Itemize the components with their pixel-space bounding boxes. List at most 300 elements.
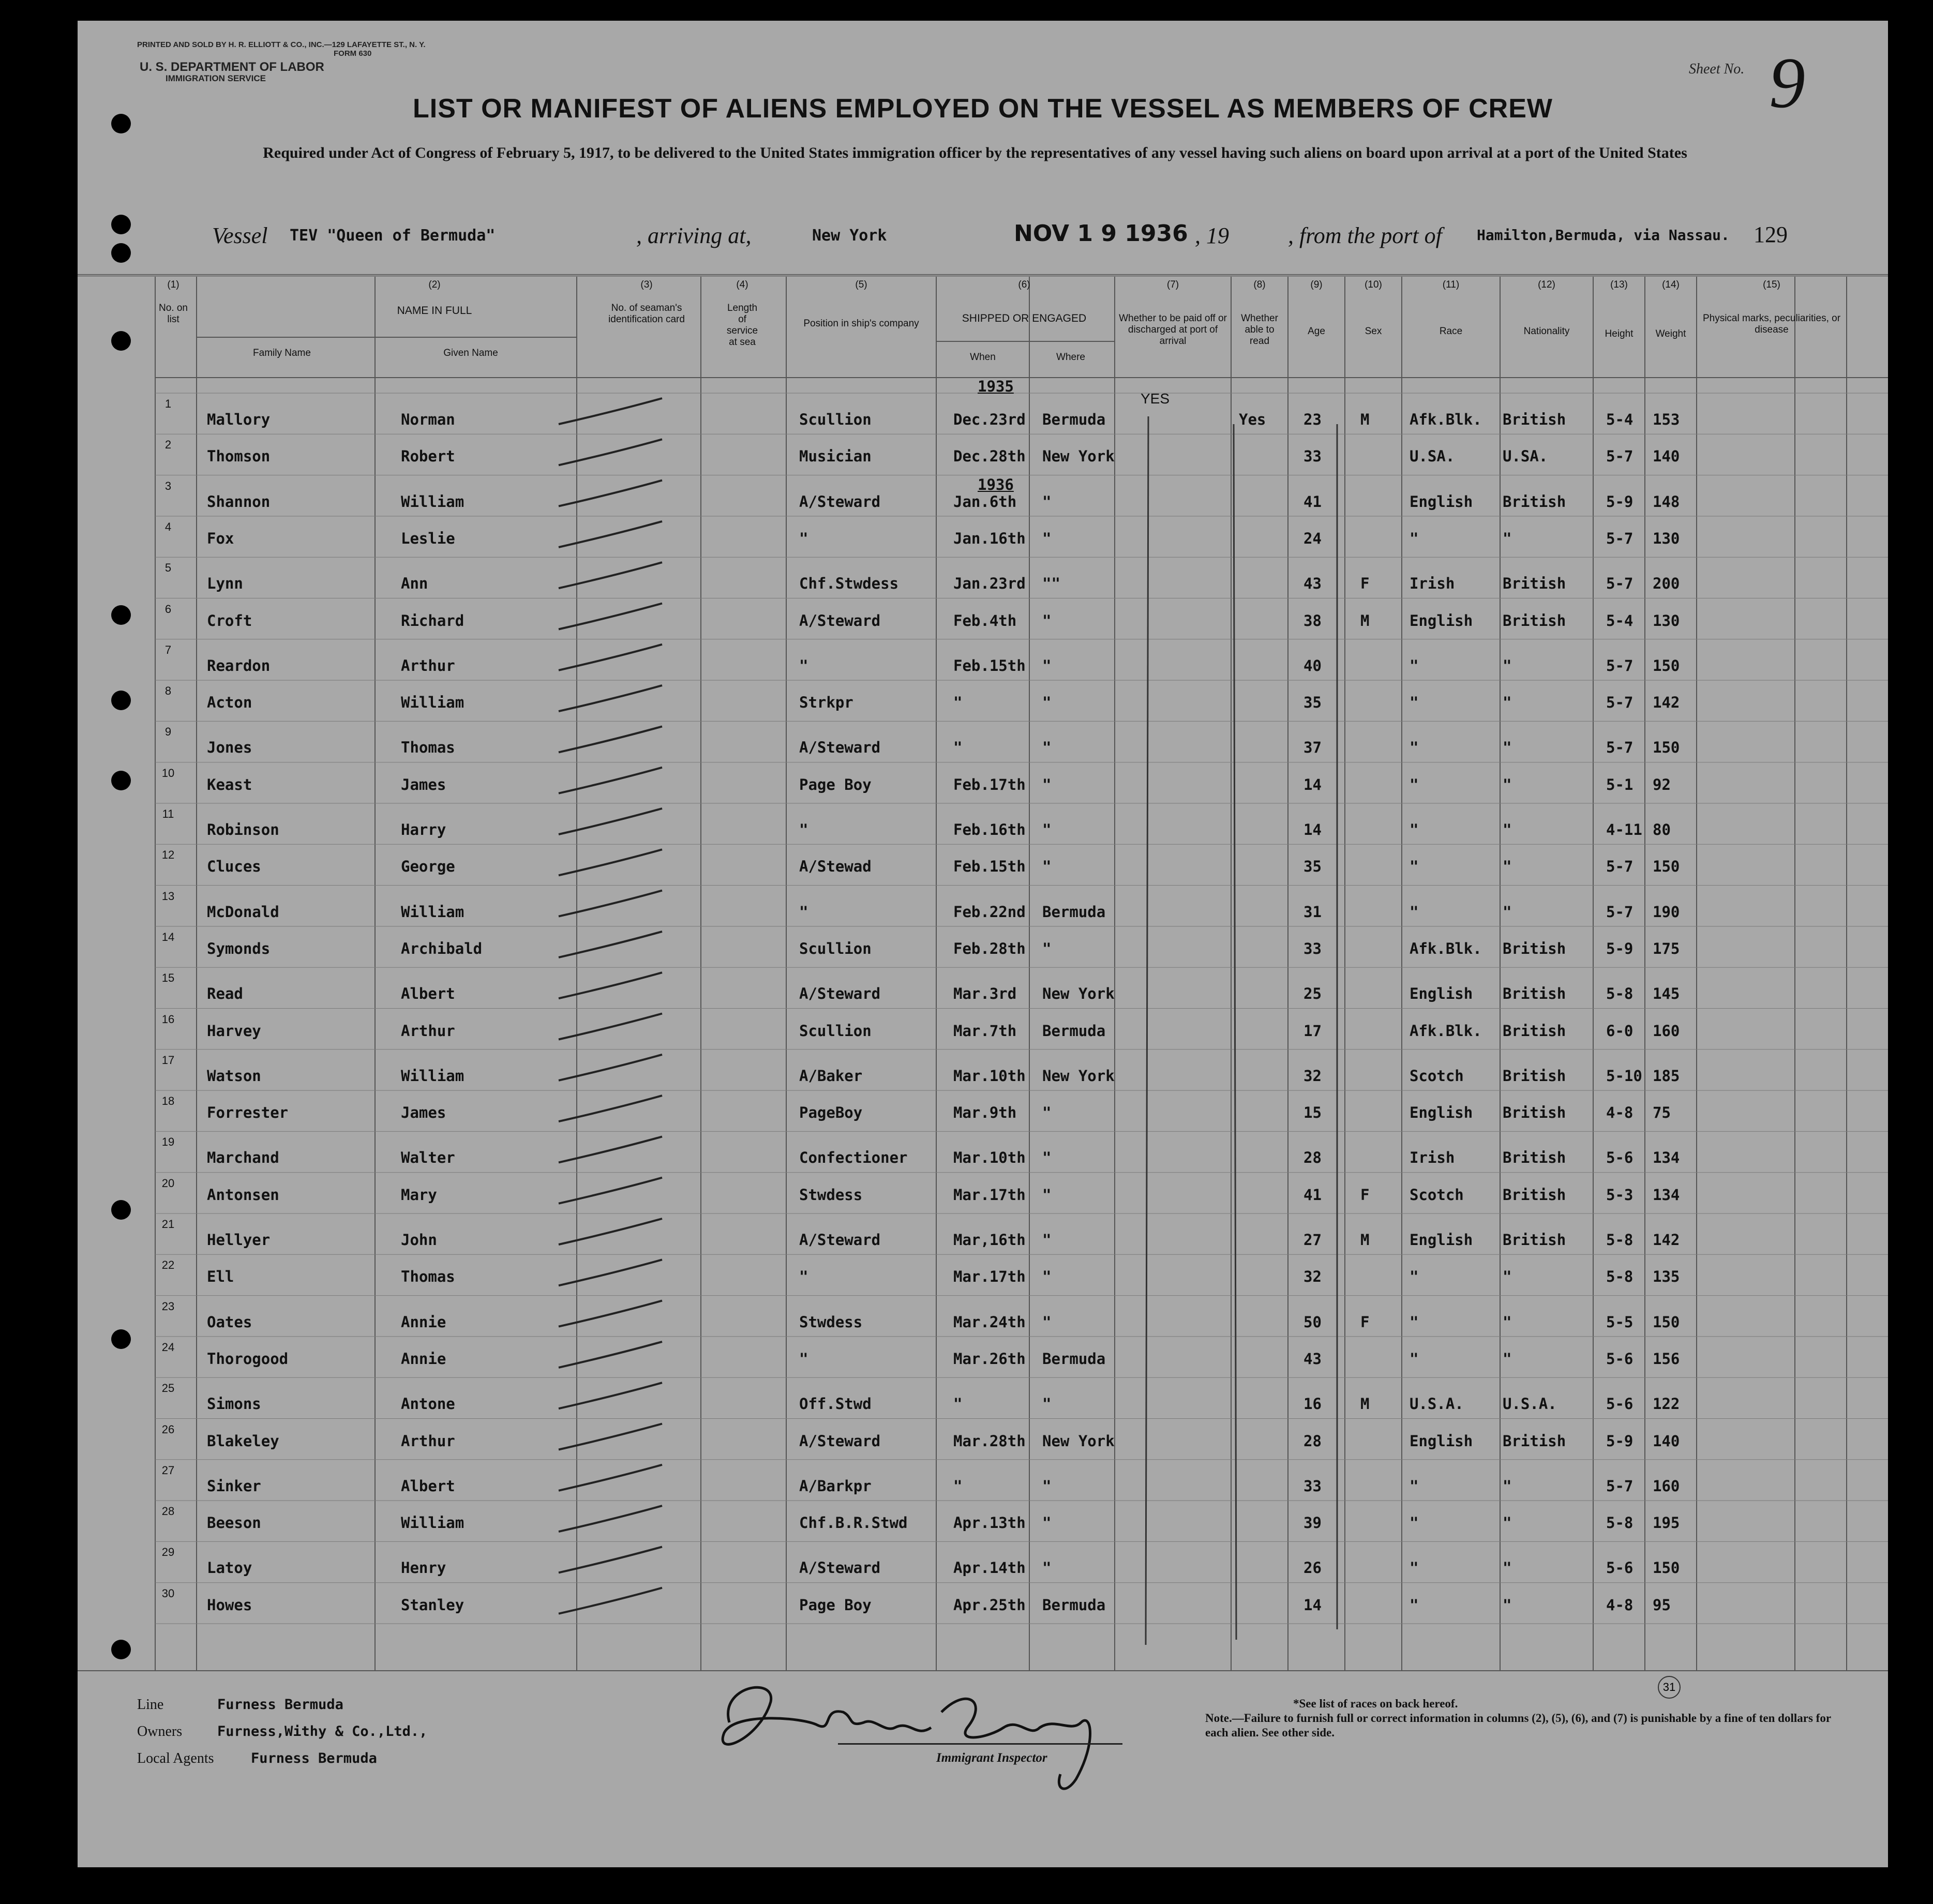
sheet-number: 9 — [1769, 43, 1805, 123]
cell-weight: 122 — [1653, 1395, 1680, 1413]
cell-height: 5-9 — [1606, 492, 1634, 511]
cell-height: 5-4 — [1606, 611, 1634, 629]
cell-height: 5-6 — [1606, 1395, 1634, 1413]
col-2-header: NAME IN FULL — [397, 305, 472, 317]
cell-where: " — [1042, 939, 1052, 957]
cell-family: Keast — [207, 775, 252, 793]
signature-line — [838, 1743, 1122, 1745]
cell-when: Mar.3rd — [953, 985, 1017, 1003]
cell-sex: F — [1360, 1313, 1370, 1331]
cell-where: " — [1042, 1559, 1052, 1577]
cell-race: " — [1410, 1559, 1419, 1577]
cell-weight: 150 — [1653, 739, 1680, 757]
cell-race: " — [1410, 821, 1419, 838]
col-12-header: Nationality — [1523, 326, 1570, 337]
cell-position: Musician — [799, 447, 872, 466]
cell-height: 5-7 — [1606, 575, 1634, 593]
cell-sex: F — [1360, 1186, 1370, 1204]
cell-given: William — [401, 492, 464, 511]
cell-weight: 156 — [1653, 1350, 1680, 1368]
row-number: 22 — [161, 1258, 175, 1272]
cell-family: Robinson — [207, 821, 279, 838]
cell-given: George — [401, 858, 455, 876]
cell-where: New York — [1042, 985, 1115, 1003]
col-2-number: (2) — [428, 279, 441, 290]
cell-age: 16 — [1303, 1395, 1322, 1413]
col-15-header: Physical marks, peculiarities, or disease — [1702, 313, 1841, 335]
cell-nationality: " — [1503, 903, 1512, 921]
cell-age: 40 — [1303, 656, 1322, 674]
cell-weight: 140 — [1653, 447, 1680, 466]
cell-position: A/Stewad — [799, 858, 872, 876]
arrival-date: NOV 1 9 1936 — [1014, 220, 1188, 247]
cell-where: "" — [1042, 575, 1060, 593]
cell-where: " — [1042, 1268, 1052, 1286]
cell-age: 25 — [1303, 985, 1322, 1003]
cell-nationality: " — [1503, 739, 1512, 757]
cell-family: Croft — [207, 611, 252, 629]
cell-age: 37 — [1303, 739, 1322, 757]
cell-height: 5-7 — [1606, 1477, 1634, 1495]
row-number: 14 — [161, 930, 175, 943]
cell-when: Feb.15th — [953, 656, 1026, 674]
cell-when: Feb.22nd — [953, 903, 1026, 921]
cell-given: Norman — [401, 411, 455, 428]
card-slash-mark — [559, 1136, 662, 1162]
cell-given: Henry — [401, 1559, 446, 1577]
col-4-number: (4) — [736, 279, 748, 290]
card-slash-mark — [559, 644, 662, 670]
cell-where: " — [1042, 694, 1052, 712]
col-10-header: Sex — [1365, 326, 1382, 337]
row-number: 29 — [161, 1546, 175, 1559]
cell-family: McDonald — [207, 903, 279, 921]
cell-given: Ann — [401, 575, 428, 593]
cell-given: William — [401, 1067, 464, 1085]
cell-where: Bermuda — [1042, 1596, 1106, 1614]
cell-where: " — [1042, 1149, 1052, 1167]
cell-given: Robert — [401, 447, 455, 466]
cell-where: " — [1042, 739, 1052, 757]
col-1-header: No. on list — [159, 303, 188, 325]
row-number: 6 — [164, 602, 172, 616]
cell-nationality: U.S.A. — [1503, 1395, 1557, 1413]
cell-given: Walter — [401, 1149, 455, 1167]
col-when-header: When — [970, 352, 996, 363]
cell-race: Scotch — [1410, 1186, 1464, 1204]
cell-position: A/Steward — [799, 1559, 881, 1577]
col-5-number: (5) — [855, 279, 867, 290]
col-3-header: No. of seaman's identification card — [608, 303, 685, 325]
cell-height: 5-4 — [1606, 411, 1634, 428]
cell-position: A/Steward — [799, 985, 881, 1003]
cell-nationality: British — [1503, 1067, 1566, 1085]
cell-where: Bermuda — [1042, 1350, 1106, 1368]
cell-family: Marchand — [207, 1149, 279, 1167]
printer-imprint: PRINTED AND SOLD BY H. R. ELLIOTT & CO., INC.—129 LAFAYETTE ST., N. Y. FORM 630 — [137, 40, 426, 58]
col-4-header: Length of service at sea — [726, 303, 758, 348]
owners-value: Furness,Withy & Co.,Ltd., — [217, 1723, 428, 1740]
cell-height: 5-6 — [1606, 1350, 1634, 1368]
cell-given: Arthur — [401, 656, 455, 674]
cell-weight: 150 — [1653, 858, 1680, 876]
col-family-name-header: Family Name — [253, 348, 311, 358]
cell-given: William — [401, 694, 464, 712]
cell-age: 15 — [1303, 1104, 1322, 1122]
cell-race: Irish — [1410, 575, 1455, 593]
cell-race: Afk.Blk. — [1410, 411, 1482, 428]
cell-nationality: " — [1503, 858, 1512, 876]
cell-when: Feb.16th — [953, 821, 1026, 838]
row-number: 30 — [161, 1586, 175, 1600]
inspector-signature — [698, 1655, 1122, 1810]
cell-where: " — [1042, 1104, 1052, 1122]
col-6-header: SHIPPED OR ENGAGED — [962, 312, 1087, 324]
cell-position: A/Steward — [799, 492, 881, 511]
inspector-label: Immigrant Inspector — [936, 1751, 1047, 1765]
card-slash-mark — [559, 808, 662, 834]
cell-age: 14 — [1303, 775, 1322, 793]
cell-age: 35 — [1303, 858, 1322, 876]
manifest-sheet — [78, 21, 1888, 1867]
cell-height: 6-0 — [1606, 1022, 1634, 1040]
sheet-number-label: Sheet No. — [1689, 61, 1745, 77]
row-number: 8 — [164, 684, 172, 698]
page-subtitle: Required under Act of Congress of February 5, 1917, to be delivered to the United States immigration officer by the representatives of any vessel having such aliens on board upon arrival at a port of the United States — [263, 144, 1687, 161]
cell-where: " — [1042, 492, 1052, 511]
cell-family: Simons — [207, 1395, 261, 1413]
from-port: Hamilton,Bermuda, via Nassau. — [1477, 227, 1730, 244]
row-number: 19 — [161, 1135, 175, 1149]
cell-family: Watson — [207, 1067, 261, 1085]
cell-given: James — [401, 1104, 446, 1122]
cell-race: " — [1410, 858, 1419, 876]
cell-weight: 160 — [1653, 1477, 1680, 1495]
row-number: 21 — [161, 1218, 175, 1231]
card-slash-mark — [559, 1424, 662, 1450]
cell-age: 43 — [1303, 575, 1322, 593]
cell-when: Apr.14th — [953, 1559, 1026, 1577]
cell-where: Bermuda — [1042, 1022, 1106, 1040]
row-number: 3 — [164, 479, 172, 492]
cell-weight: 92 — [1653, 775, 1671, 793]
cell-position: " — [799, 903, 808, 921]
cell-when: Mar.17th — [953, 1268, 1026, 1286]
cell-race: Scotch — [1410, 1067, 1464, 1085]
cell-family: Cluces — [207, 858, 261, 876]
cell-position: A/Steward — [799, 1231, 881, 1249]
cell-age: 41 — [1303, 492, 1322, 511]
card-slash-mark — [559, 768, 662, 793]
cell-given: Archibald — [401, 939, 483, 957]
cell-family: Read — [207, 985, 243, 1003]
cell-height: 5-7 — [1606, 694, 1634, 712]
cell-height: 5-7 — [1606, 529, 1634, 547]
cell-race: English — [1410, 1104, 1473, 1122]
card-slash-mark — [559, 1219, 662, 1245]
ditto-stroke — [1146, 416, 1148, 1645]
cell-when: Dec.23rd — [953, 411, 1026, 428]
cell-height: 4-8 — [1606, 1596, 1634, 1614]
cell-family: Acton — [207, 694, 252, 712]
col-12-number: (12) — [1538, 279, 1555, 290]
cell-where: " — [1042, 1313, 1052, 1331]
cell-given: Richard — [401, 611, 464, 629]
year-label: , 19 — [1195, 223, 1229, 248]
cell-where: New York — [1042, 1432, 1115, 1450]
card-slash-mark — [559, 726, 662, 752]
cell-position: Page Boy — [799, 1596, 872, 1614]
cell-family: Sinker — [207, 1477, 261, 1495]
cell-height: 5-7 — [1606, 858, 1634, 876]
cell-nationality: " — [1503, 1350, 1512, 1368]
cell-nationality: " — [1503, 694, 1512, 712]
cell-position: A/Steward — [799, 611, 881, 629]
card-slash-mark — [559, 1014, 662, 1040]
cell-height: 5-8 — [1606, 1514, 1634, 1532]
cell-sex: M — [1360, 1395, 1370, 1413]
cell-nationality: British — [1503, 411, 1566, 428]
card-slash-mark — [559, 932, 662, 957]
cell-race: English — [1410, 1432, 1473, 1450]
cell-weight: 142 — [1653, 694, 1680, 712]
cell-given: Mary — [401, 1186, 437, 1204]
cell-weight: 190 — [1653, 903, 1680, 921]
cell-sex: M — [1360, 611, 1370, 629]
arriving-port: New York — [812, 227, 887, 245]
cell-given: Annie — [401, 1350, 446, 1368]
cell-age: 50 — [1303, 1313, 1322, 1331]
cell-when: Apr.25th — [953, 1596, 1026, 1614]
cell-position: Stwdess — [799, 1313, 863, 1331]
card-slash-mark — [559, 1465, 662, 1491]
cell-family: Hellyer — [207, 1231, 271, 1249]
cell-when: " — [953, 1395, 963, 1413]
cell-race: Irish — [1410, 1149, 1455, 1167]
card-slash-mark — [559, 481, 662, 506]
cell-where: " — [1042, 1395, 1052, 1413]
page-title: LIST OR MANIFEST OF ALIENS EMPLOYED ON THE VESSEL AS MEMBERS OF CREW — [413, 94, 1553, 124]
cell-race: " — [1410, 694, 1419, 712]
cell-position: A/Steward — [799, 1432, 881, 1450]
cell-race: U.SA. — [1410, 447, 1455, 466]
cell-nationality: British — [1503, 1432, 1566, 1450]
cell-position: " — [799, 1268, 808, 1286]
cell-position: " — [799, 656, 808, 674]
cell-given: Annie — [401, 1313, 446, 1331]
cell-when: " — [953, 694, 963, 712]
cell-given: Thomas — [401, 1268, 455, 1286]
col-14-number: (14) — [1662, 279, 1680, 290]
cell-age: 39 — [1303, 1514, 1322, 1532]
cell-weight: 142 — [1653, 1231, 1680, 1249]
cell-nationality: " — [1503, 656, 1512, 674]
cell-race: " — [1410, 1596, 1419, 1614]
cell-weight: 80 — [1653, 821, 1671, 838]
col-3-number: (3) — [640, 279, 653, 290]
cell-position: Chf.B.R.Stwd — [799, 1514, 908, 1532]
cell-weight: 140 — [1653, 1432, 1680, 1450]
cell-given: Antone — [401, 1395, 455, 1413]
col-6-number: (6) — [1018, 279, 1030, 290]
cell-weight: 185 — [1653, 1067, 1680, 1085]
cell-race: " — [1410, 903, 1419, 921]
cell-height: 5-7 — [1606, 447, 1634, 466]
cell-weight: 160 — [1653, 1022, 1680, 1040]
cell-race: " — [1410, 1268, 1419, 1286]
cell-height: 5-8 — [1606, 985, 1634, 1003]
cell-when: Feb.17th — [953, 775, 1026, 793]
cell-height: 5-8 — [1606, 1231, 1634, 1249]
cell-nationality: " — [1503, 1268, 1512, 1286]
card-slash-mark — [559, 604, 662, 629]
cell-when: Mar.10th — [953, 1067, 1026, 1085]
cell-weight: 145 — [1653, 985, 1680, 1003]
cell-race: " — [1410, 529, 1419, 547]
row-number: 1 — [164, 397, 172, 410]
cell-family: Shannon — [207, 492, 271, 511]
cell-family: Symonds — [207, 939, 271, 957]
cell-age: 14 — [1303, 1596, 1322, 1614]
card-slash-mark — [559, 1588, 662, 1614]
arriving-label: , arriving at, — [636, 223, 752, 248]
cell-position: Scullion — [799, 1022, 872, 1040]
cell-where: " — [1042, 1186, 1052, 1204]
col-9-header: Age — [1308, 326, 1325, 337]
cell-position: Stwdess — [799, 1186, 863, 1204]
agents-label: Local Agents — [137, 1750, 214, 1766]
col-11-header: Race — [1439, 326, 1463, 337]
cell-weight: 95 — [1653, 1596, 1671, 1614]
card-slash-mark — [559, 685, 662, 711]
cell-weight: 134 — [1653, 1149, 1680, 1167]
cell-position: Scullion — [799, 939, 872, 957]
col-13-number: (13) — [1610, 279, 1628, 290]
cell-when: Apr.13th — [953, 1514, 1026, 1532]
circled-count: 31 — [1658, 1676, 1681, 1699]
cell-nationality: British — [1503, 1186, 1566, 1204]
cell-race: " — [1410, 775, 1419, 793]
col-13-header: Height — [1605, 328, 1634, 339]
cell-age: 17 — [1303, 1022, 1322, 1040]
service-name: IMMIGRATION SERVICE — [166, 73, 266, 83]
cell-family: Thorogood — [207, 1350, 289, 1368]
cell-when: " — [953, 739, 963, 757]
card-slash-mark — [559, 439, 662, 465]
cell-where: Bermuda — [1042, 411, 1106, 428]
cell-when: Jan.16th — [953, 529, 1026, 547]
card-slash-mark — [559, 1055, 662, 1081]
cell-race: " — [1410, 1477, 1419, 1495]
cell-age: 35 — [1303, 694, 1322, 712]
col-where-header: Where — [1056, 352, 1085, 363]
cell-nationality: British — [1503, 492, 1566, 511]
row-number: 27 — [161, 1463, 175, 1477]
cell-where: " — [1042, 656, 1052, 674]
cell-nationality: British — [1503, 1231, 1566, 1249]
cell-height: 5-1 — [1606, 775, 1634, 793]
cell-when: " — [953, 1477, 963, 1495]
cell-height: 5-7 — [1606, 656, 1634, 674]
cell-nationality: " — [1503, 1313, 1512, 1331]
cell-where: " — [1042, 858, 1052, 876]
cell-sex: M — [1360, 1231, 1370, 1249]
cell-age: 31 — [1303, 903, 1322, 921]
cell-weight: 150 — [1653, 656, 1680, 674]
card-slash-mark — [559, 1383, 662, 1408]
cell-nationality: " — [1503, 821, 1512, 838]
vessel-label: Vessel — [212, 223, 268, 248]
col-1-number: (1) — [167, 279, 179, 290]
card-slash-mark — [559, 398, 662, 424]
cell-age: 33 — [1303, 939, 1322, 957]
card-slash-mark — [559, 1342, 662, 1368]
owners-label: Owners — [137, 1723, 183, 1740]
cell-age: 28 — [1303, 1149, 1322, 1167]
cell-nationality: " — [1503, 529, 1512, 547]
cell-nationality: British — [1503, 939, 1566, 957]
cell-where: Bermuda — [1042, 903, 1106, 921]
cell-nationality: " — [1503, 1477, 1512, 1495]
col-8-number: (8) — [1253, 279, 1266, 290]
cell-position: Scullion — [799, 411, 872, 428]
cell-nationality: British — [1503, 985, 1566, 1003]
cell-position: A/Barkpr — [799, 1477, 872, 1495]
cell-age: 41 — [1303, 1186, 1322, 1204]
cell-nationality: " — [1503, 775, 1512, 793]
cell-given: Arthur — [401, 1432, 455, 1450]
line-label: Line — [137, 1697, 164, 1713]
cell-where: " — [1042, 1231, 1052, 1249]
col-8-header: Whether able to read — [1241, 313, 1278, 347]
col-14-header: Weight — [1655, 328, 1686, 339]
cell-when: Mar.26th — [953, 1350, 1026, 1368]
card-slash-mark — [559, 1178, 662, 1204]
cell-position: A/Baker — [799, 1067, 863, 1085]
cell-position: Page Boy — [799, 775, 872, 793]
card-slash-mark — [559, 1096, 662, 1121]
cell-where: " — [1042, 1514, 1052, 1532]
cell-age: 32 — [1303, 1268, 1322, 1286]
cell-when: Jan.6th — [953, 492, 1017, 511]
cell-height: 5-9 — [1606, 939, 1634, 957]
card-slash-mark — [559, 891, 662, 917]
cell-when: Feb.28th — [953, 939, 1026, 957]
cell-position: Off.Stwd — [799, 1395, 872, 1413]
cell-weight: 175 — [1653, 939, 1680, 957]
row-number: 28 — [161, 1505, 175, 1518]
cell-weight: 130 — [1653, 529, 1680, 547]
cell-family: Beeson — [207, 1514, 261, 1532]
cell-height: 5-6 — [1606, 1559, 1634, 1577]
row-number: 15 — [161, 971, 175, 985]
card-slash-mark — [559, 521, 662, 547]
cell-nationality: British — [1503, 611, 1566, 629]
year-mark-1936: 1936 — [978, 476, 1014, 493]
cell-weight: 134 — [1653, 1186, 1680, 1204]
cell-when: Feb.15th — [953, 858, 1026, 876]
row-number: 23 — [161, 1299, 175, 1313]
card-slash-mark — [559, 972, 662, 998]
cell-family: Lynn — [207, 575, 243, 593]
cell-race: Afk.Blk. — [1410, 939, 1482, 957]
col-7-number: (7) — [1166, 279, 1179, 290]
cell-weight: 150 — [1653, 1559, 1680, 1577]
cell-age: 43 — [1303, 1350, 1322, 1368]
col-given-name-header: Given Name — [443, 348, 498, 358]
cell-family: Thomson — [207, 447, 271, 466]
cell-family: Latoy — [207, 1559, 252, 1577]
